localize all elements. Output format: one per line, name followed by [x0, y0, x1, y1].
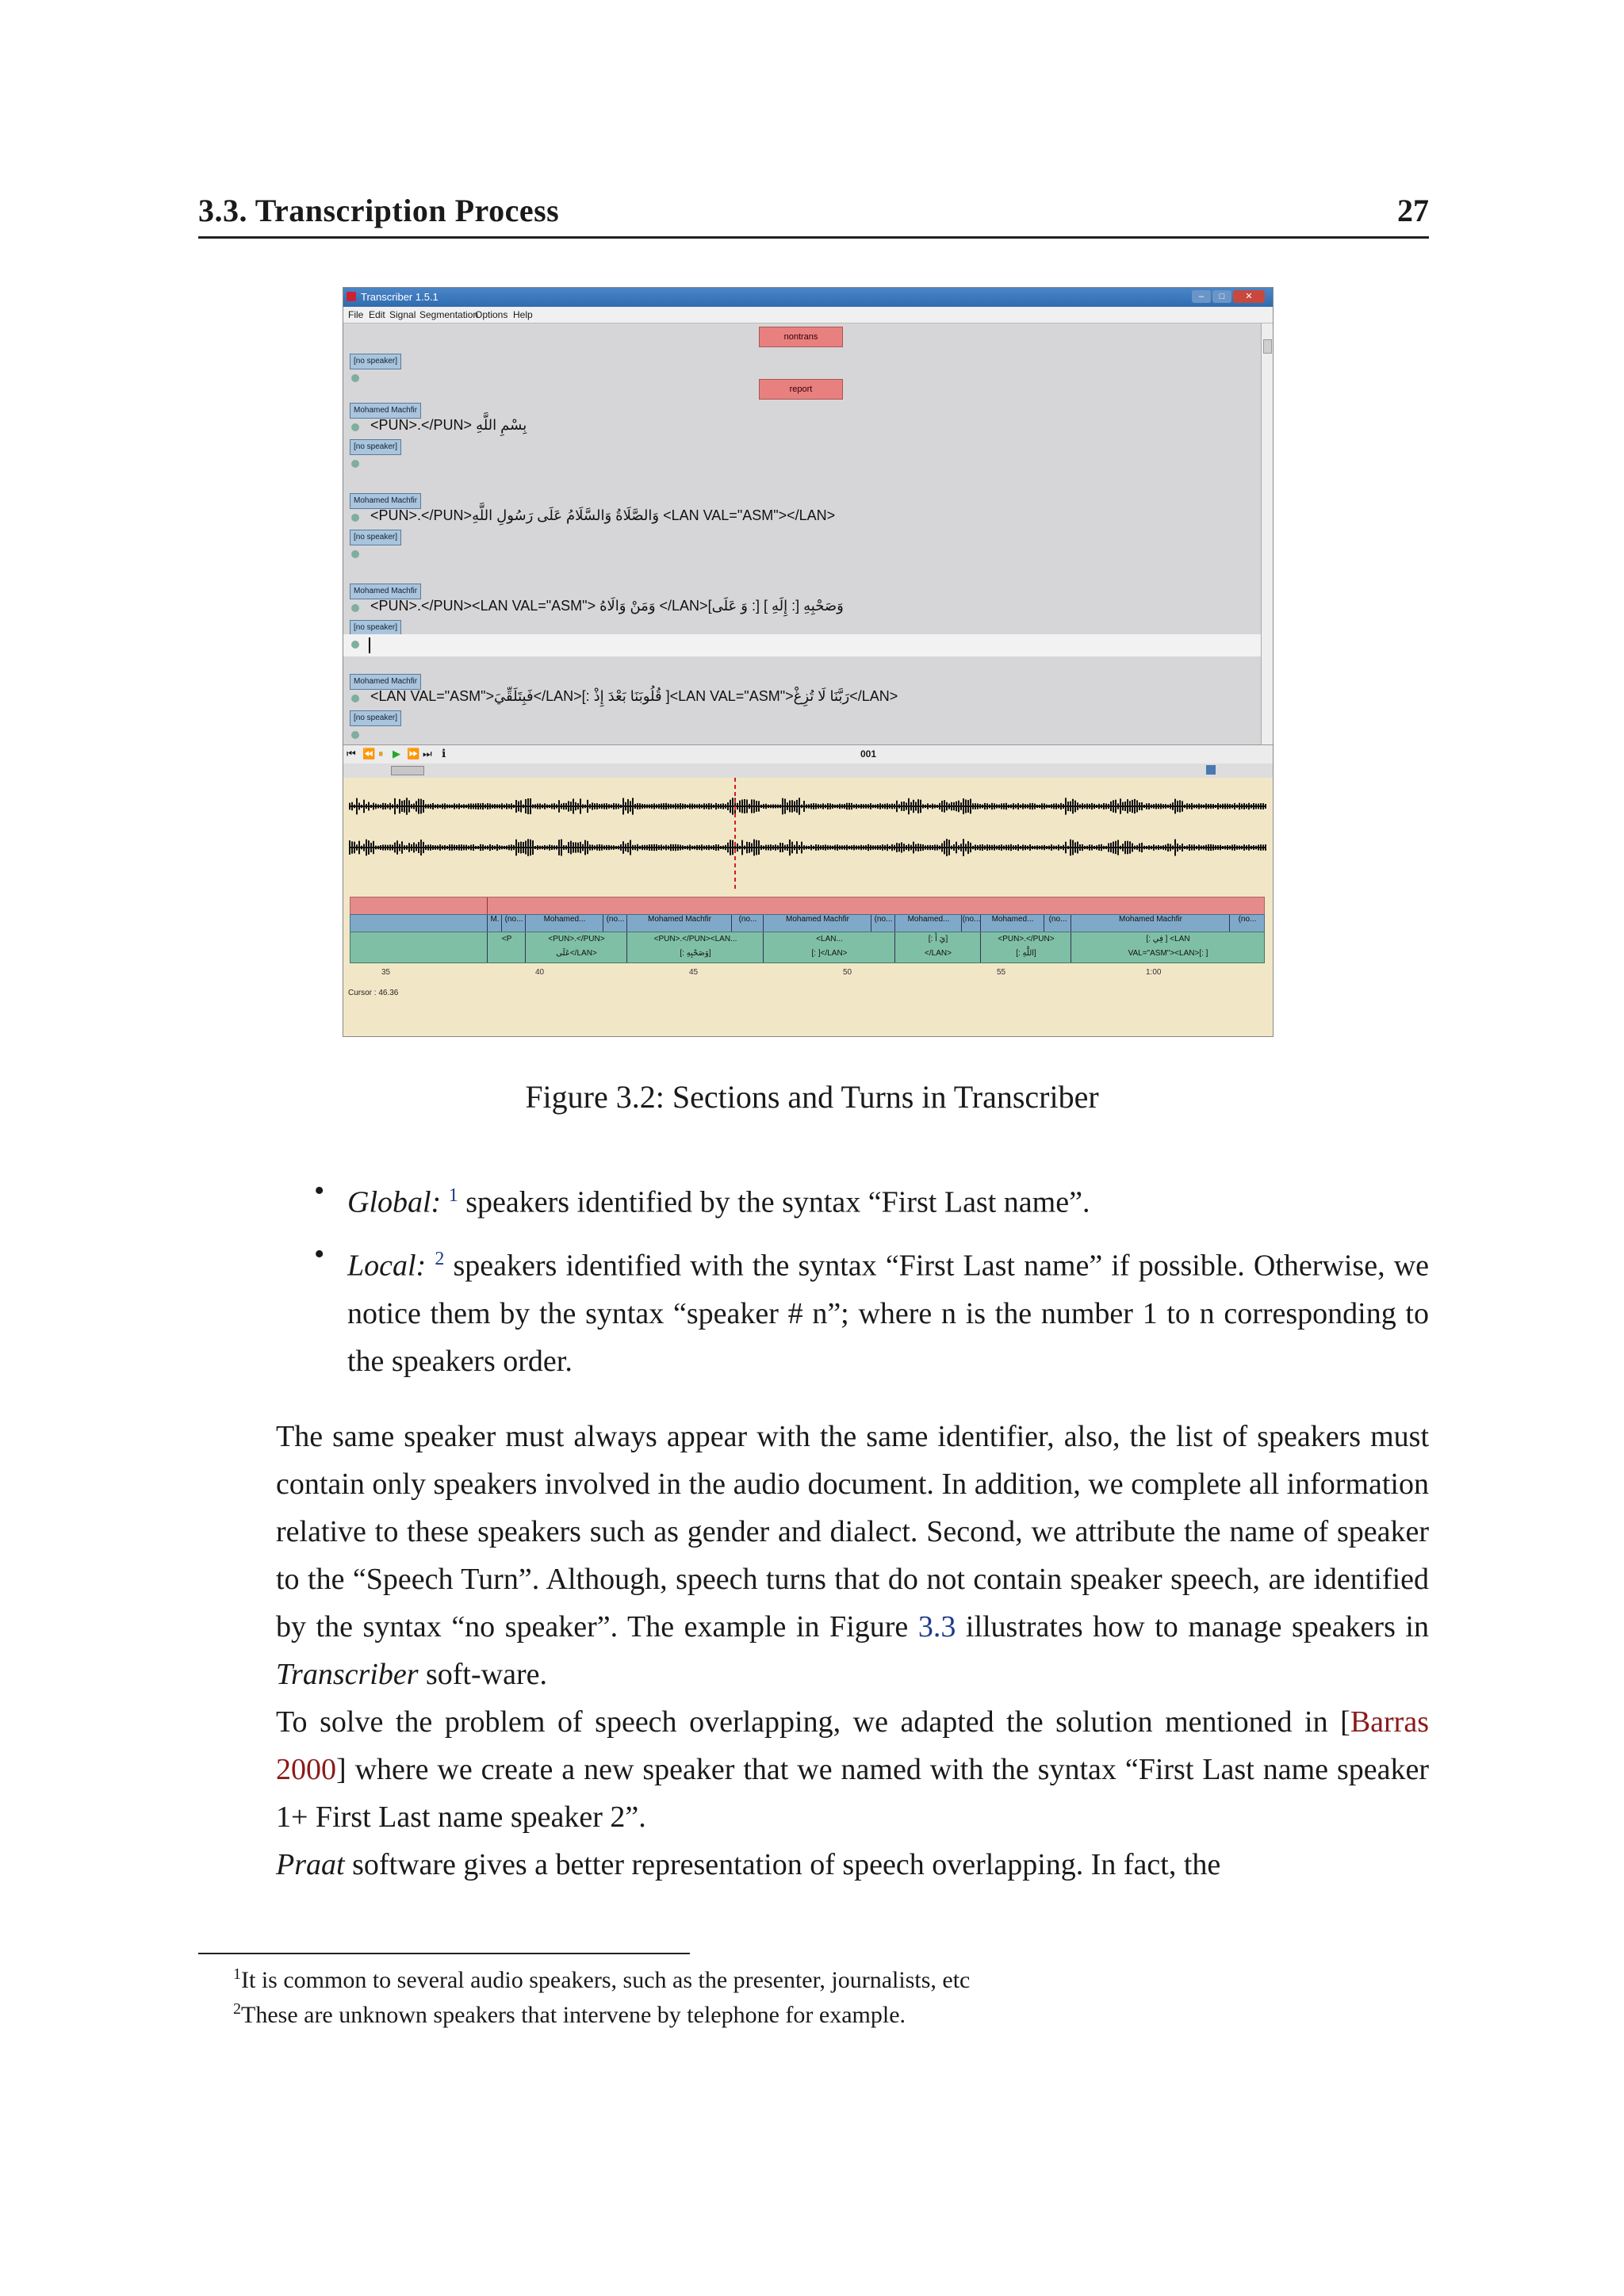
software-name: Transcriber [276, 1658, 419, 1691]
menu-file[interactable]: File [348, 309, 364, 320]
tier-segment[interactable]: (no... [1044, 915, 1071, 932]
transcript-line[interactable]: <PUN>.</PUN> بِسْمِ اللَّهِ [370, 417, 527, 433]
waveform-panel[interactable] [343, 778, 1273, 889]
play-icon[interactable]: ▶ [393, 748, 400, 760]
paragraph: The same speaker must always appear with the same identifier, also, the list of speakers must contain only speakers involved in the audio document. In addition, we complete all information relative to these speakers such as gender and dialect. Second, we attribute the name of speaker to the “Speech Turn”. Although, speech turns that do not contain speaker speech, are identified by the syntax “no speaker”. The example in Figure 3.3 illustrates how to manage speakers in Transcriber soft-ware. [276, 1420, 1429, 1691]
footnote-ref[interactable]: 2 [435, 1249, 445, 1269]
bullet-label: Local: [347, 1249, 427, 1283]
speaker-tag[interactable]: [no speaker] [350, 620, 401, 636]
running-header [198, 189, 1429, 239]
footnote-mark: 1 [233, 1965, 241, 1983]
section-title: 3.3. Transcription Process [198, 193, 560, 228]
forward-icon[interactable]: ⏩ [407, 748, 420, 760]
tier-segment[interactable]: (no... [603, 915, 627, 932]
waveform-traces [350, 798, 1266, 856]
maximize-icon[interactable]: □ [1212, 290, 1231, 303]
time-tick: 40 [535, 968, 545, 977]
segment-counter: 001 [860, 748, 877, 760]
paragraph: To solve the problem of speech overlapping, we adapted the solution mentioned in [Barras 2000] where we create a new speaker that we named with the syntax “First Last name speaker 1+ First Last name speaker 2”. [276, 1705, 1429, 1834]
editor-scrollbar[interactable] [1261, 323, 1273, 745]
time-tick: 55 [997, 968, 1006, 977]
footnote-ref[interactable]: 1 [448, 1185, 458, 1206]
turn-dot[interactable] [351, 695, 359, 702]
bullet-marker: • [314, 1238, 325, 1271]
transcript-line[interactable]: <PUN>.</PUN><LAN VAL="ASM"> وَمَنْ وَالَاهُ </LAN>وَصَحْبِهِ [: إِلَهِ ] [: وَ عَلَى] [370, 598, 844, 614]
pause-icon[interactable]: ⏸ [378, 748, 384, 760]
playback-toolbar [343, 744, 1273, 765]
footnote-text: These are unknown speakers that intervene by telephone for example. [241, 2002, 906, 2028]
transcription-tier[interactable] [350, 932, 1265, 963]
signal-scrollbar[interactable] [343, 763, 1273, 779]
nontrans-button[interactable]: nontrans [759, 327, 843, 347]
menu-bar [343, 307, 1273, 323]
tier-text[interactable]: <P [487, 932, 526, 962]
time-tick: 45 [689, 968, 699, 977]
tier-segment[interactable]: Mohamed... [525, 915, 603, 932]
tier-segment[interactable]: Mohamed Machfir [1071, 915, 1230, 932]
software-name: Praat [276, 1848, 345, 1881]
tier-segment[interactable]: (no... [871, 915, 895, 932]
cursor-readout: Cursor : 46.36 [348, 989, 399, 997]
resolution-icon[interactable] [1206, 765, 1216, 775]
body-text [276, 1413, 1429, 1888]
tier-text[interactable]: <PUN>.</PUN> [: اللَّهِ] [980, 932, 1071, 962]
section-tier[interactable] [350, 897, 1265, 916]
menu-help[interactable]: Help [513, 309, 533, 320]
section-segment[interactable] [487, 897, 1265, 915]
turn-dot[interactable] [351, 604, 359, 612]
transcript-line[interactable]: <LAN VAL="ASM">فَبِتَلَقِّيَ</LAN>[: قُلُوبَنَا بَعْدَ إِذْ ]<LAN VAL="ASM">رَبَّنَا لَا تُزِغْ</LAN> [370, 688, 898, 704]
tier-segment[interactable]: Mohamed Machfir [626, 915, 732, 932]
figure-link[interactable]: 3.3 [917, 1610, 956, 1644]
speaker-tag[interactable]: Mohamed Machfir [350, 493, 421, 509]
turn-dot[interactable] [351, 514, 359, 522]
menu-edit[interactable]: Edit [369, 309, 385, 320]
turn-dot[interactable] [351, 641, 359, 649]
figure-caption: Figure 3.2: Sections and Turns in Transcriber [525, 1079, 1099, 1115]
turn-dot[interactable] [351, 460, 359, 468]
time-tick: 35 [381, 968, 391, 977]
tier-segment[interactable]: (no... [961, 915, 981, 932]
tier-segment[interactable]: M. [487, 915, 502, 932]
tier-text[interactable]: [: يَ أَ] </LAN> [894, 932, 981, 962]
turn-dot[interactable] [351, 374, 359, 382]
turn-dot[interactable] [351, 731, 359, 739]
speaker-tag[interactable]: Mohamed Machfir [350, 674, 421, 690]
window-titlebar [343, 288, 1273, 307]
turn-dot[interactable] [351, 423, 359, 431]
menu-options[interactable]: Options [475, 309, 508, 320]
tier-segment[interactable]: Mohamed... [980, 915, 1044, 932]
signal-scroll-thumb[interactable] [391, 766, 424, 775]
speaker-tag[interactable]: Mohamed Machfir [350, 584, 421, 599]
page-number: 27 [1397, 193, 1429, 228]
info-icon[interactable]: ℹ [442, 747, 446, 760]
menu-segmentation[interactable]: Segmentation [419, 309, 479, 320]
bullet-global [347, 1172, 1429, 1226]
tier-segment[interactable]: Mohamed... [894, 915, 962, 932]
bullet-local [347, 1235, 1429, 1385]
transcript-line[interactable]: <PUN>.</PUN>وَالصَّلَاةُ وَالسَّلَامُ عَلَى رَسُولِ اللَّهِ <LAN VAL="ASM"></LAN> [370, 507, 836, 523]
bullet-text: speakers identified by the syntax “First Last name”. [465, 1185, 1090, 1219]
tier-segment[interactable]: Mohamed Machfir [763, 915, 871, 932]
footnote-rule [198, 1953, 690, 1954]
rewind-icon[interactable]: ⏪ [362, 748, 376, 760]
footnote-mark: 2 [233, 2000, 241, 2018]
footnote-text: It is common to several audio speakers, such as the presenter, journalists, etc [241, 1967, 971, 1993]
transcriber-screenshot [343, 287, 1274, 1037]
forward-end-icon[interactable]: ⏭ [423, 748, 432, 760]
tier-segment[interactable]: (no... [501, 915, 526, 932]
speaker-tag[interactable]: Mohamed Machfir [350, 403, 421, 419]
text-caret [369, 637, 370, 653]
citation-link[interactable]: Barras 2000 [276, 1705, 1429, 1786]
tier-segment[interactable]: (no... [731, 915, 764, 932]
footnote [233, 1992, 1423, 2033]
speaker-tag[interactable]: [no speaker] [350, 439, 401, 455]
minimize-icon[interactable]: – [1192, 290, 1211, 303]
scroll-thumb[interactable] [1263, 339, 1272, 354]
speaker-tag[interactable]: [no speaker] [350, 354, 401, 369]
tier-text[interactable]: <LAN... [: ]</LAN> [763, 932, 895, 962]
tier-text[interactable]: <PUN>.</PUN> عَلَى</LAN> [525, 932, 627, 962]
time-tick: 1:00 [1146, 968, 1162, 977]
tier-text[interactable]: <PUN>.</PUN><LAN... [: وَصَحْبِهِ] [626, 932, 764, 962]
menu-signal[interactable]: Signal [389, 309, 416, 320]
speaker-tag[interactable]: [no speaker] [350, 710, 401, 726]
tier-text[interactable]: [: فِي ] <LAN VAL="ASM"><LAN>[: ] [1071, 932, 1265, 962]
active-line-highlight[interactable] [343, 634, 1262, 656]
app-icon [347, 292, 356, 301]
speaker-tier[interactable] [350, 914, 1265, 933]
tier-segment[interactable]: (no... [1229, 915, 1265, 932]
time-tick: 50 [843, 968, 852, 977]
paragraph: Praat software gives a better representation of speech overlapping. In fact, the [276, 1848, 1221, 1881]
waveform-svg [343, 778, 1273, 889]
window-title: Transcriber 1.5.1 [361, 291, 439, 303]
close-icon[interactable]: ✕ [1233, 290, 1265, 303]
turn-dot[interactable] [351, 550, 359, 558]
speaker-tag[interactable]: [no speaker] [350, 530, 401, 545]
rewind-start-icon[interactable]: ⏮ [347, 748, 356, 760]
bullet-marker: • [314, 1174, 325, 1207]
bullet-label: Global: [347, 1185, 442, 1219]
bullet-text: speakers identified with the syntax “First Last name” if possible. Otherwise, we notice them by the syntax “speaker # n”; where n is the number 1 to n corresponding to the speakers order. [347, 1249, 1430, 1378]
report-button[interactable]: report [759, 379, 843, 400]
segmentation-tiers[interactable] [343, 889, 1273, 1036]
